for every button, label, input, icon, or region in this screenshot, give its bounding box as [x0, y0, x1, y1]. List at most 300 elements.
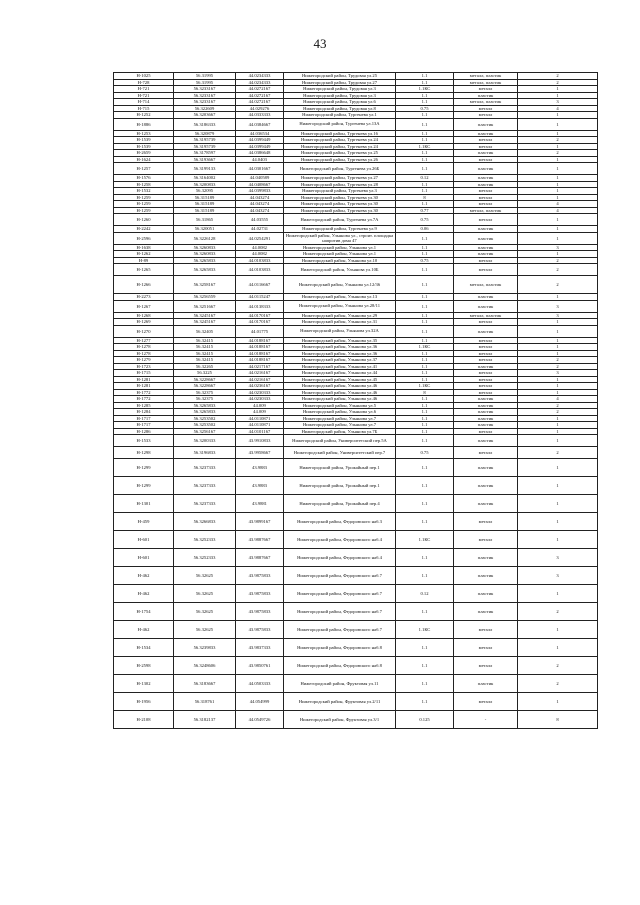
volume-cell: 8	[396, 389, 454, 396]
latitude-cell: 56.31995	[174, 79, 236, 86]
material-cell: пластик	[454, 422, 518, 429]
table-row	[114, 325, 598, 337]
address-cell: Нижегородский район, Университетский пер.7	[284, 447, 396, 459]
longitude-cell: 44.043274	[236, 201, 284, 208]
latitude-cell: 56.3203667	[174, 112, 236, 119]
table-row	[114, 675, 598, 693]
count-cell: 2	[518, 137, 598, 144]
site-id-cell: H-459	[114, 513, 174, 531]
material-cell: металл	[454, 344, 518, 351]
material-cell: металл	[454, 531, 518, 549]
material-cell: металл, пластик	[454, 73, 518, 80]
longitude-cell: 44.0399833	[236, 188, 284, 195]
address-cell: Нижегородский район, Ульянова ул.35	[284, 337, 396, 344]
site-id-cell: H-1260	[114, 214, 174, 226]
latitude-cell: 56.322609	[174, 105, 236, 112]
longitude-cell: 44.0272167	[236, 92, 284, 99]
site-id-cell: H-1532	[114, 188, 174, 195]
material-cell: пластик	[454, 226, 518, 233]
latitude-cell: 56.3253502	[174, 422, 236, 429]
material-cell: пластик	[454, 415, 518, 422]
site-id-cell: H-1265	[114, 264, 174, 276]
latitude-cell: 56.3248606	[174, 657, 236, 675]
table-row	[114, 603, 598, 621]
longitude-cell: 44.0188167	[236, 350, 284, 357]
site-id-cell: H-1624	[114, 156, 174, 163]
count-cell: 1	[518, 344, 598, 351]
material-cell: пластик	[454, 244, 518, 251]
volume-cell: 1.1	[396, 459, 454, 477]
material-cell: металл	[454, 350, 518, 357]
address-cell: Нижегородский район, Федоровского наб.4	[284, 531, 396, 549]
latitude-cell: 56.3199133	[174, 163, 236, 175]
longitude-cell: 44.0217167	[236, 363, 284, 370]
material-cell: металл	[454, 337, 518, 344]
address-cell: Нижегородский район, Тургенева ул.24	[284, 143, 396, 150]
longitude-cell: 43.9850761	[236, 657, 284, 675]
longitude-cell: 44.0333333	[236, 112, 284, 119]
latitude-cell: 56.315189	[174, 207, 236, 214]
volume-cell: 1.1	[396, 409, 454, 416]
material-cell: металл	[454, 201, 518, 208]
volume-cell: 1.1	[396, 112, 454, 119]
longitude-cell: 44.0234333	[236, 73, 284, 80]
latitude-cell: 56.3200333	[174, 435, 236, 447]
site-id-cell: H-1539	[114, 137, 174, 144]
table-row	[114, 435, 598, 447]
volume-cell: 1.1	[396, 693, 454, 711]
site-id-cell: H-1279	[114, 357, 174, 364]
table-row	[114, 585, 598, 603]
site-id-cell: H-1259	[114, 207, 174, 214]
volume-cell: 1.1	[396, 276, 454, 294]
volume-cell: 1.1	[396, 92, 454, 99]
material-cell: металл	[454, 194, 518, 201]
latitude-cell: 56.32625	[174, 585, 236, 603]
material-cell: металл	[454, 214, 518, 226]
address-cell: Нижегородский район, Ульянова ул.1	[284, 244, 396, 251]
address-cell: Нижегородский район, Ульянова ул.7Б	[284, 428, 396, 435]
table-row	[114, 657, 598, 675]
volume-cell: 1.1	[396, 477, 454, 495]
address-cell: Нижегородский район, Урожайный пер.1	[284, 459, 396, 477]
site-id-cell: H-1956	[114, 693, 174, 711]
latitude-cell: 56.32415	[174, 357, 236, 364]
table-row	[114, 300, 598, 312]
address-cell: Нижегородский район, Тургенева ул.26Б	[284, 163, 396, 175]
volume-cell: 0.06	[396, 226, 454, 233]
material-cell: пластик	[454, 92, 518, 99]
latitude-cell: 56.320879	[174, 130, 236, 137]
volume-cell: 0.75	[396, 105, 454, 112]
latitude-cell: 56.32625	[174, 603, 236, 621]
site-id-cell: H-1301	[114, 495, 174, 513]
longitude-cell: 44.0230333	[236, 396, 284, 403]
longitude-cell: 44.0110871	[236, 422, 284, 429]
latitude-cell: 56.3183667	[174, 675, 236, 693]
latitude-cell: 56.3164002	[174, 175, 236, 182]
count-cell: 1	[518, 251, 598, 258]
latitude-cell: 56.3266833	[174, 513, 236, 531]
material-cell: пластик	[454, 675, 518, 693]
site-id-cell: H-721	[114, 86, 174, 93]
longitude-cell: 44.043274	[236, 207, 284, 214]
address-cell: Нижегородский район, Федоровского наб.7	[284, 567, 396, 585]
address-cell: Нижегородский район, Тургенева ул.30	[284, 201, 396, 208]
longitude-cell: 43.9875833	[236, 585, 284, 603]
site-id-cell: H-2598	[114, 657, 174, 675]
volume-cell: 1.1	[396, 118, 454, 130]
table-row	[114, 163, 598, 175]
latitude-cell: 56.3239833	[174, 639, 236, 657]
address-cell: Нижегородский район, Ульянова ул.29	[284, 312, 396, 319]
material-cell: пластик	[454, 118, 518, 130]
material-cell: металл	[454, 639, 518, 657]
count-cell: 4	[518, 396, 598, 403]
material-cell: пластик	[454, 163, 518, 175]
table-row	[114, 693, 598, 711]
address-cell: Нижегородский район, Ульянова ул.41	[284, 363, 396, 370]
longitude-cell: 44.0101167	[236, 428, 284, 435]
count-cell: 1	[518, 232, 598, 244]
latitude-cell: 56.3237333	[174, 477, 236, 495]
latitude-cell: 56.3196833	[174, 447, 236, 459]
count-cell: 1	[518, 383, 598, 390]
material-cell: металл, пластик	[454, 99, 518, 106]
address-cell: Нижегородский район, Ульянова ул.46	[284, 389, 396, 396]
longitude-cell: 44.054999	[236, 693, 284, 711]
count-cell: 1	[518, 319, 598, 326]
volume-cell: 1.1	[396, 396, 454, 403]
material-cell: пластик	[454, 477, 518, 495]
longitude-cell: 43.9887667	[236, 549, 284, 567]
longitude-cell: 44.0103833	[236, 257, 284, 264]
count-cell: 2	[518, 276, 598, 294]
longitude-cell: 44.0216167	[236, 370, 284, 377]
count-cell: 1	[518, 415, 598, 422]
material-cell: пластик	[454, 150, 518, 157]
longitude-cell: 44.01775	[236, 325, 284, 337]
count-cell: 4	[518, 201, 598, 208]
address-cell: Нижегородский район, Ульянова ул.28/11	[284, 300, 396, 312]
count-cell: 3	[518, 567, 598, 585]
site-id-cell: H-1717	[114, 422, 174, 429]
count-cell: 1	[518, 214, 598, 226]
volume-cell: 1.1	[396, 181, 454, 188]
latitude-cell: 56.3256559	[174, 294, 236, 301]
latitude-cell: 56.3225	[174, 370, 236, 377]
volume-cell: 1.1КС	[396, 143, 454, 150]
material-cell: пластик	[454, 363, 518, 370]
address-cell: Нижегородский район, Ульянова ул.7	[284, 422, 396, 429]
latitude-cell: 56.320051	[174, 226, 236, 233]
volume-cell: 1.1	[396, 639, 454, 657]
address-cell: Нижегородский район, Фруктовая ул.11	[284, 675, 396, 693]
latitude-cell: 56.3260833	[174, 244, 236, 251]
longitude-cell: 44.0254291	[236, 232, 284, 244]
table-row	[114, 276, 598, 294]
material-cell: металл, пластик	[454, 276, 518, 294]
material-cell: пластик	[454, 549, 518, 567]
count-cell: 1	[518, 376, 598, 383]
material-cell: металл, пластик	[454, 207, 518, 214]
volume-cell: 1.1	[396, 150, 454, 157]
site-id-cell: H-2273	[114, 294, 174, 301]
material-cell: металл	[454, 105, 518, 112]
table-row	[114, 232, 598, 244]
latitude-cell: 56.32415	[174, 344, 236, 351]
address-cell: Нижегородский район, Тургенева ул.1	[284, 112, 396, 119]
material-cell: металл	[454, 264, 518, 276]
address-cell: Нижегородский район, Ульянова ул.10Б	[284, 264, 396, 276]
material-cell: пластик	[454, 294, 518, 301]
longitude-cell: 44.0399449	[236, 143, 284, 150]
count-cell: 3	[518, 370, 598, 377]
volume-cell: 0.12	[396, 585, 454, 603]
longitude-cell: 44.02731	[236, 226, 284, 233]
count-cell: 1	[518, 118, 598, 130]
count-cell: 1	[518, 194, 598, 201]
material-cell: металл	[454, 389, 518, 396]
count-cell: 1	[518, 621, 598, 639]
longitude-cell: 44.009	[236, 409, 284, 416]
longitude-cell: 44.0386648	[236, 150, 284, 157]
volume-cell: 1.1	[396, 363, 454, 370]
longitude-cell: 43.9883	[236, 477, 284, 495]
material-cell: металл, пластик	[454, 79, 518, 86]
table-row	[114, 531, 598, 549]
table-row	[114, 495, 598, 513]
longitude-cell: 43.9883	[236, 459, 284, 477]
volume-cell: 1.1	[396, 357, 454, 364]
volume-cell: 0.125	[396, 711, 454, 729]
count-cell: 2	[518, 409, 598, 416]
volume-cell: 8	[396, 194, 454, 201]
material-cell: пластик	[454, 435, 518, 447]
latitude-cell: 56.3245167	[174, 319, 236, 326]
address-cell: Нижегородский район, Федоровского наб.8	[284, 639, 396, 657]
address-cell: Нижегородский район, Федоровского наб.7	[284, 585, 396, 603]
latitude-cell: 56.3233167	[174, 99, 236, 106]
material-cell: пластик	[454, 181, 518, 188]
count-cell: 1	[518, 389, 598, 396]
volume-cell: 1.1	[396, 312, 454, 319]
count-cell: 1	[518, 428, 598, 435]
site-id-cell: H-1268	[114, 312, 174, 319]
volume-cell: 1.1	[396, 370, 454, 377]
containers-table	[113, 72, 598, 729]
count-cell: 1	[518, 156, 598, 163]
latitude-cell: 56.3193667	[174, 156, 236, 163]
site-id-cell: H-714	[114, 99, 174, 106]
address-cell: Нижегородский район, Федоровского наб.7	[284, 603, 396, 621]
longitude-cell: 44.0138333	[236, 300, 284, 312]
volume-cell: 1.1	[396, 201, 454, 208]
site-id-cell: H-1284	[114, 409, 174, 416]
latitude-cell: 56.32625	[174, 567, 236, 585]
table-row	[114, 549, 598, 567]
latitude-cell: 56.3233167	[174, 86, 236, 93]
volume-cell: 1.1	[396, 337, 454, 344]
site-id-cell: H-1302	[114, 675, 174, 693]
latitude-cell: 56.3253502	[174, 415, 236, 422]
site-id-cell: H-1754	[114, 603, 174, 621]
site-id-cell: H-1772	[114, 389, 174, 396]
address-cell: Нижегородский район, Тургенева ул.16	[284, 130, 396, 137]
longitude-cell: 44.0082	[236, 244, 284, 251]
site-id-cell: H-1723	[114, 363, 174, 370]
latitude-cell: 56.32415	[174, 337, 236, 344]
address-cell: Нижегородский район, Тургенева ул.3	[284, 188, 396, 195]
volume-cell: 1.1КС	[396, 86, 454, 93]
address-cell: Нижегородский район, Ульянова ул.36	[284, 350, 396, 357]
volume-cell: 1.1	[396, 603, 454, 621]
material-cell: -	[454, 711, 518, 729]
latitude-cell: 56.32375	[174, 396, 236, 403]
latitude-cell: 56.315189	[174, 194, 236, 201]
address-cell: Нижегородский район, Тургенева ул.9	[284, 226, 396, 233]
address-cell: Нижегородский район, Ульянова ул.10	[284, 257, 396, 264]
volume-cell: 1.1	[396, 79, 454, 86]
volume-cell: 0.12	[396, 175, 454, 182]
address-cell: Нижегородский район, Федоровского наб.4	[284, 549, 396, 567]
site-id-cell: H-721	[114, 92, 174, 99]
volume-cell: 1.1	[396, 294, 454, 301]
longitude-cell: 44.0170167	[236, 319, 284, 326]
address-cell: Нижегородский район, Ульянова ул.37	[284, 357, 396, 364]
material-cell: пластик	[454, 603, 518, 621]
count-cell: 2	[518, 73, 598, 80]
address-cell: Нижегородский район, Ульянова ул.7	[284, 415, 396, 422]
volume-cell: 1.1КС	[396, 621, 454, 639]
address-cell: Нижегородский район, Ульянова ул.6	[284, 409, 396, 416]
longitude-cell: 44.03555	[236, 214, 284, 226]
latitude-cell: 56.3237333	[174, 495, 236, 513]
longitude-cell: 44.0403	[236, 156, 284, 163]
latitude-cell: 56.3258167	[174, 276, 236, 294]
site-id-cell: H-1281	[114, 383, 174, 390]
material-cell: пластик	[454, 402, 518, 409]
address-cell: Нижегородский район, Федоровского наб.7	[284, 621, 396, 639]
longitude-cell: 44.0188167	[236, 337, 284, 344]
material-cell: металл, пластик	[454, 312, 518, 319]
latitude-cell: 56.32265	[174, 363, 236, 370]
longitude-cell: 44.0188167	[236, 357, 284, 364]
latitude-cell: 56.3265833	[174, 264, 236, 276]
address-cell: Нижегородский район, Ульянова ул.44	[284, 370, 396, 377]
material-cell: металл	[454, 383, 518, 390]
longitude-cell: 43.9887667	[236, 531, 284, 549]
site-id-cell: H-1281	[114, 376, 174, 383]
site-id-cell: H-1257	[114, 163, 174, 175]
latitude-cell: 56.32375	[174, 389, 236, 396]
volume-cell: 1.1	[396, 657, 454, 675]
latitude-cell: 56.3245167	[174, 312, 236, 319]
material-cell: металл	[454, 370, 518, 377]
material-cell: металл	[454, 188, 518, 195]
table-row	[114, 447, 598, 459]
count-cell: 4	[518, 105, 598, 112]
count-cell: 1	[518, 477, 598, 495]
count-cell: 1	[518, 585, 598, 603]
address-cell: Нижегородский район, Ульянова ул.1	[284, 251, 396, 258]
count-cell: 3	[518, 99, 598, 106]
latitude-cell: 56.32415	[174, 350, 236, 357]
volume-cell: 1.1	[396, 422, 454, 429]
latitude-cell: 56.3265833	[174, 409, 236, 416]
count-cell: 1	[518, 188, 598, 195]
longitude-cell: 44.0116667	[236, 276, 284, 294]
address-cell: Нижегородский район, Федоровского наб.8	[284, 657, 396, 675]
count-cell: 1	[518, 175, 598, 182]
latitude-cell: 56.3251667	[174, 300, 236, 312]
count-cell: 2	[518, 257, 598, 264]
material-cell: пластик	[454, 300, 518, 312]
site-id-cell: H-1299	[114, 477, 174, 495]
longitude-cell: 44.029276	[236, 105, 284, 112]
address-cell: Нижегородский район, Ульянова ул.46	[284, 396, 396, 403]
material-cell: металл	[454, 376, 518, 383]
volume-cell: 1.1	[396, 130, 454, 137]
material-cell: металл	[454, 137, 518, 144]
site-id-cell: H-89	[114, 257, 174, 264]
address-cell: Нижегородский район, Тургенева ул.13А	[284, 118, 396, 130]
address-cell: Нижегородский район, Урожайный пер.1	[284, 477, 396, 495]
site-id-cell: H-1298	[114, 447, 174, 459]
material-cell: пластик	[454, 325, 518, 337]
address-cell: Нижегородский район, Тургенева ул.25	[284, 150, 396, 157]
volume-cell: 1.1	[396, 350, 454, 357]
address-cell: Нижегородский район, Ульянова ул.5	[284, 402, 396, 409]
volume-cell: 1.1	[396, 188, 454, 195]
count-cell: 2	[518, 675, 598, 693]
count-cell: 3	[518, 549, 598, 567]
table-row	[114, 567, 598, 585]
address-cell: Нижегородский район, Урожайный пер.4	[284, 495, 396, 513]
count-cell: 1	[518, 350, 598, 357]
material-cell: пластик	[454, 567, 518, 585]
count-cell: 4	[518, 207, 598, 214]
site-id-cell: H-1266	[114, 276, 174, 294]
material-cell: металл	[454, 621, 518, 639]
count-cell: 2	[518, 657, 598, 675]
longitude-cell: 44.0503333	[236, 675, 284, 693]
volume-cell: 1.1	[396, 251, 454, 258]
address-cell: Нижегородский район, Тургенева ул.26	[284, 156, 396, 163]
material-cell: металл	[454, 428, 518, 435]
count-cell: 1	[518, 143, 598, 150]
site-id-cell: H-715	[114, 105, 174, 112]
latitude-cell: 56.3195739	[174, 137, 236, 144]
volume-cell: 0.75	[396, 214, 454, 226]
site-id-cell: H-1717	[114, 415, 174, 422]
longitude-cell: 43.9875833	[236, 603, 284, 621]
table-row	[114, 477, 598, 495]
count-cell: 3	[518, 244, 598, 251]
material-cell: пластик	[454, 175, 518, 182]
address-cell: Нижегородский район, Ульянова ул.13	[284, 294, 396, 301]
address-cell: Нижегородский район, Трудовая ул.3	[284, 86, 396, 93]
material-cell: металл	[454, 156, 518, 163]
site-id-cell: H-1299	[114, 459, 174, 477]
table-row	[114, 639, 598, 657]
count-cell: 2	[518, 79, 598, 86]
material-cell: металл	[454, 112, 518, 119]
count-cell: 1	[518, 639, 598, 657]
volume-cell: 1.1	[396, 99, 454, 106]
latitude-cell: 56.3228667	[174, 376, 236, 383]
count-cell: 2	[518, 363, 598, 370]
